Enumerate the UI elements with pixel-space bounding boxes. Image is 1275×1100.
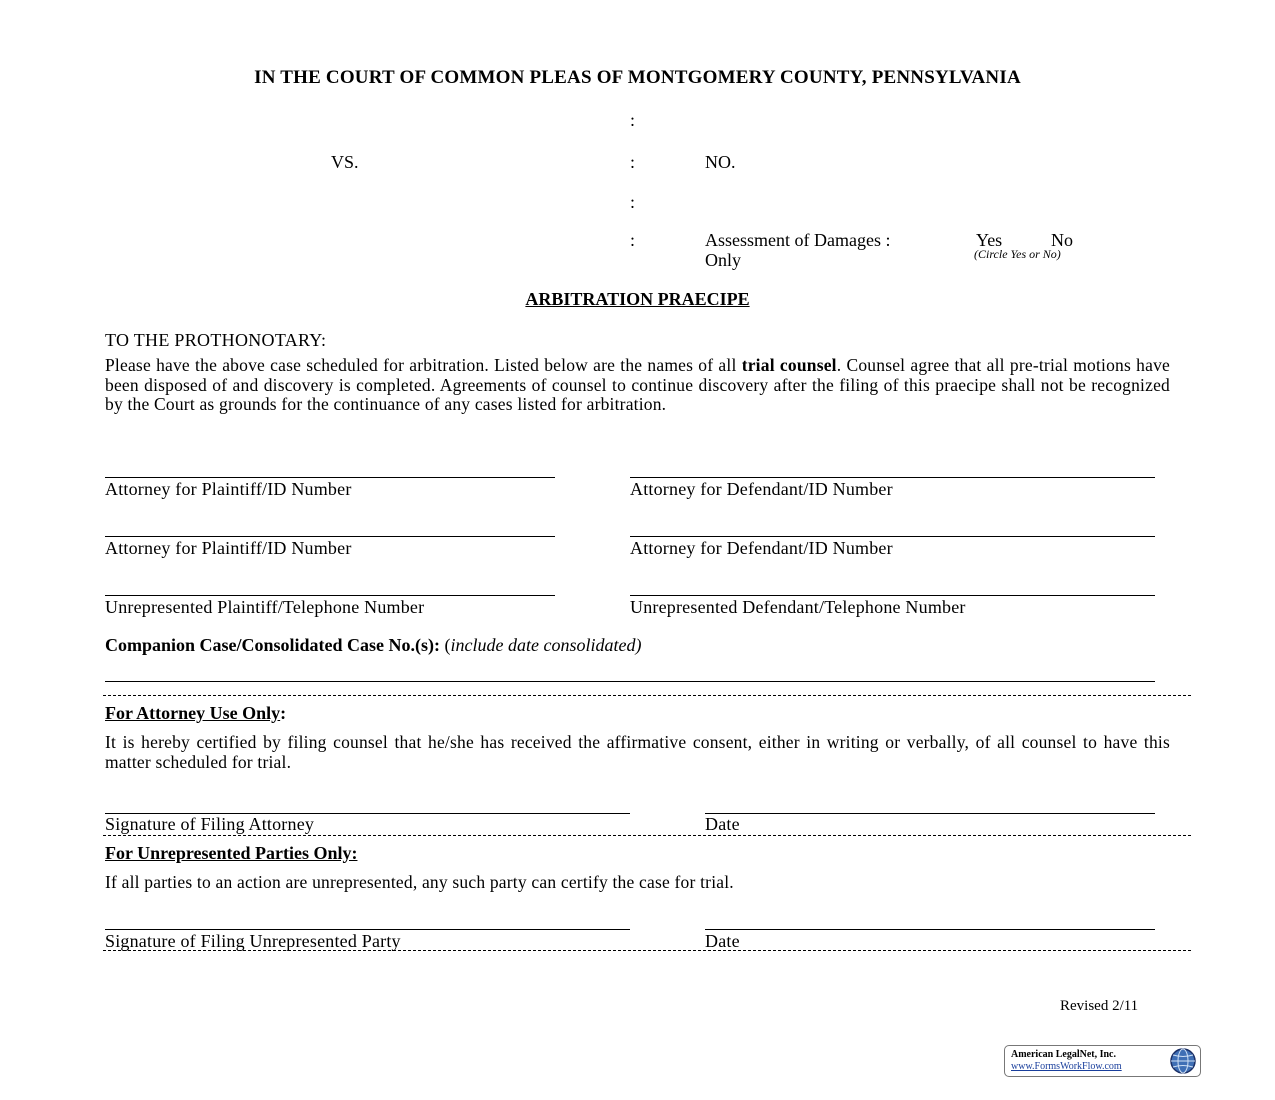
plaintiff-attorney-1-line[interactable]	[105, 477, 555, 478]
publisher-name: American LegalNet, Inc.	[1011, 1049, 1116, 1060]
circle-instruction: (Circle Yes or No)	[974, 247, 1061, 261]
salutation: TO THE PROTHONOTARY:	[105, 330, 327, 350]
plaintiff-attorney-2-label: Attorney for Plaintiff/ID Number	[105, 538, 352, 558]
trial-counsel-emphasis: trial counsel	[741, 355, 837, 375]
section-divider-3	[103, 950, 1191, 951]
court-title: IN THE COURT OF COMMON PLEAS OF MONTGOMERY COUNTY, PENNSYLVANIA	[254, 67, 1021, 88]
assessment-only-label: Only	[705, 250, 741, 270]
unrepresented-plaintiff-label: Unrepresented Plaintiff/Telephone Number	[105, 597, 425, 617]
yes-option[interactable]: Yes	[976, 230, 1003, 250]
form-title: ARBITRATION PRAECIPE	[525, 289, 750, 309]
attorney-certification-text: It is hereby certified by filing counsel that he/she has received the affirmative consent, either in writing or verbally, of all counsel to have this matter scheduled for trial.	[105, 732, 1170, 772]
attorney-signature-label: Signature of Filing Attorney	[105, 814, 315, 834]
unrepresented-defendant-label: Unrepresented Defendant/Telephone Number	[630, 597, 966, 617]
attorney-date-label: Date	[705, 814, 740, 834]
unrepresented-date-line[interactable]	[705, 929, 1155, 930]
section-divider-1	[103, 695, 1191, 696]
unrepresented-defendant-line[interactable]	[630, 595, 1155, 596]
intro-paragraph: Please have the above case scheduled for arbitration. Listed below are the names of all trial counsel. Counsel agree that all pre-trial motions have been disposed of and discovery is completed. Agreements of counsel to continue discovery after the filing of this praecipe shall not be recognized by the Court as grounds for the continuance of any cases listed for arbitration.	[105, 355, 1170, 415]
unrepresented-signature-line[interactable]	[105, 929, 630, 930]
caption-colon-4: :	[630, 230, 636, 250]
attorney-section-heading: For Attorney Use Only:	[105, 703, 287, 723]
publisher-url-link[interactable]: www.FormsWorkFlow.com	[1011, 1061, 1122, 1072]
revision-note: Revised 2/11	[1060, 998, 1139, 1014]
defendant-attorney-1-line[interactable]	[630, 477, 1155, 478]
defendant-attorney-1-label: Attorney for Defendant/ID Number	[630, 479, 893, 499]
unrepresented-certification-text: If all parties to an action are unrepresented, any such party can certify the case for trial.	[105, 872, 734, 892]
unrepresented-signature-label: Signature of Filing Unrepresented Party	[105, 931, 401, 951]
unrepresented-plaintiff-line[interactable]	[105, 595, 555, 596]
versus-label: VS.	[331, 152, 359, 172]
assessment-of-damages-label: Assessment of Damages :	[705, 230, 891, 250]
no-option[interactable]: No	[1051, 230, 1073, 250]
companion-case-label: Companion Case/Consolidated Case No.(s): (include date consolidated)	[105, 635, 642, 655]
caption-colon-3: :	[630, 192, 636, 212]
caption-colon-2: :	[630, 152, 636, 172]
plaintiff-attorney-1-label: Attorney for Plaintiff/ID Number	[105, 479, 352, 499]
unrepresented-section-heading: For Unrepresented Parties Only:	[105, 843, 358, 863]
unrepresented-date-label: Date	[705, 931, 740, 951]
attorney-date-line[interactable]	[705, 813, 1155, 814]
defendant-attorney-2-label: Attorney for Defendant/ID Number	[630, 538, 893, 558]
case-number-label: NO.	[705, 152, 736, 172]
companion-case-line[interactable]	[105, 681, 1155, 682]
caption-colon-1: :	[630, 110, 636, 130]
section-divider-2	[103, 835, 1191, 836]
publisher-logo	[1004, 1045, 1201, 1077]
plaintiff-attorney-2-line[interactable]	[105, 536, 555, 537]
globe-icon	[1169, 1047, 1197, 1075]
defendant-attorney-2-line[interactable]	[630, 536, 1155, 537]
